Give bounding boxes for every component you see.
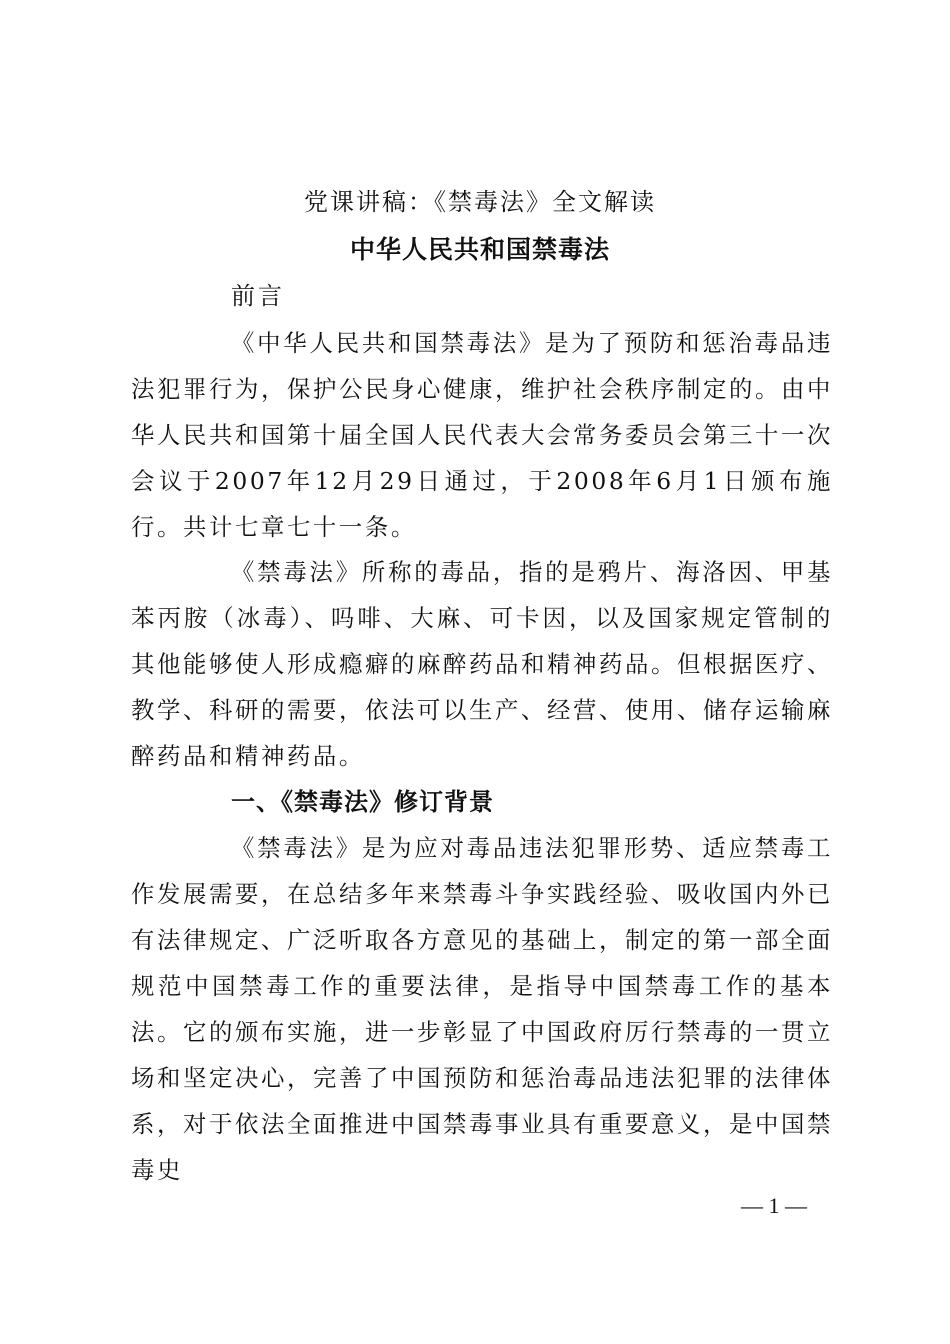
paragraph-background: 《禁毒法》是为应对毒品违法犯罪形势、适应禁毒工作发展需要，在总结多年来禁毒斗争实践经验、吸收国内外已有法律规定、广泛听取各方意见的基础上，制定的第一部全面规范中国禁毒工作的重要法律，是指导中国禁毒工作的基本法。它的颁布实施，进一步彰显了中国政府厉行禁毒的一贯立场和坚定决心，完善了中国预防和惩治毒品违法犯罪的法律体系，对于依法全面推进中国禁毒事业具有重要意义，是中国禁毒史 [131, 834, 833, 1184]
paragraph-intro: 《中华人民共和国禁毒法》是为了预防和惩治毒品违法犯罪行为，保护公民身心健康，维护社会秩序制定的。由中华人民共和国第十届全国人民代表大会常务委员会第三十一次会议于2007年12月29日通过，于2008年6月1日颁布施行。共计七章七十一条。 [131, 329, 833, 541]
paragraph-drug-definition: 《禁毒法》所称的毒品，指的是鸦片、海洛因、甲基苯丙胺（冰毒）、吗啡、大麻、可卡因，以及国家规定管制的其他能够使人形成瘾癖的麻醉药品和精神药品。但根据医疗、教学、科研的需要，依法可以生产、经营、使用、储存运输麻醉药品和精神药品。 [131, 558, 833, 770]
document-subtitle: 党课讲稿：《禁毒法》全文解读 [304, 188, 656, 216]
section-heading: 一、《禁毒法》修订背景 [231, 788, 494, 816]
page-number: — 1 — [741, 1193, 807, 1218]
preface-label: 前言 [231, 282, 285, 310]
document-title: 中华人民共和国禁毒法 [349, 235, 610, 264]
